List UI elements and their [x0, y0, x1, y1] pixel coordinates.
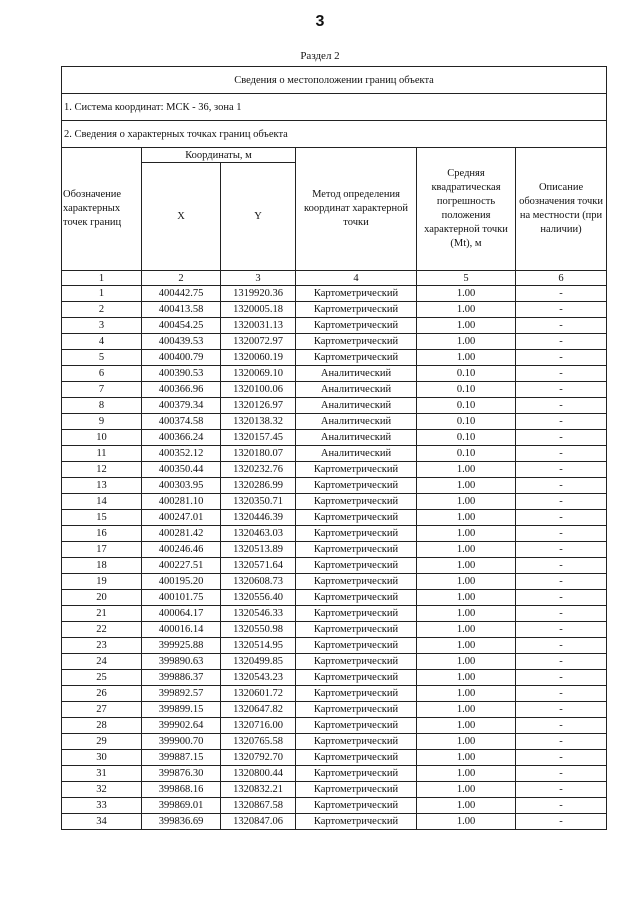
description-cell: -	[516, 766, 607, 782]
error-cell: 1.00	[417, 574, 516, 590]
y-coord-cell: 1320138.32	[221, 414, 296, 430]
description-cell: -	[516, 606, 607, 622]
x-coord-cell: 400352.12	[142, 446, 221, 462]
table-row	[62, 686, 607, 702]
section-label: Раздел 2	[300, 50, 340, 62]
table-row	[62, 446, 607, 462]
point-id-cell: 25	[62, 670, 142, 686]
column-number: 5	[417, 271, 516, 286]
point-id-cell: 1	[62, 286, 142, 302]
description-cell: -	[516, 638, 607, 654]
x-coord-cell: 400281.10	[142, 494, 221, 510]
x-coord-cell: 399899.15	[142, 702, 221, 718]
table-row	[62, 558, 607, 574]
y-coord-cell: 1320867.58	[221, 798, 296, 814]
method-cell: Картометрический	[296, 798, 417, 814]
x-coord-cell: 400281.42	[142, 526, 221, 542]
table-title: Сведения о местоположении границ объекта	[62, 67, 607, 94]
point-id-cell: 8	[62, 398, 142, 414]
error-cell: 1.00	[417, 510, 516, 526]
point-id-cell: 33	[62, 798, 142, 814]
description-cell: -	[516, 782, 607, 798]
error-cell: 1.00	[417, 638, 516, 654]
table-row	[62, 510, 607, 526]
y-coord-cell: 1320286.99	[221, 478, 296, 494]
method-cell: Картометрический	[296, 574, 417, 590]
method-cell: Картометрический	[296, 494, 417, 510]
y-coord-cell: 1320031.13	[221, 318, 296, 334]
point-id-cell: 12	[62, 462, 142, 478]
coord-system: 1. Система координат: МСК - 36, зона 1	[62, 94, 607, 121]
x-coord-cell: 400064.17	[142, 606, 221, 622]
table-row	[62, 350, 607, 366]
table-row	[62, 302, 607, 318]
x-coord-cell: 399836.69	[142, 814, 221, 830]
description-cell: -	[516, 510, 607, 526]
y-coord-cell: 1320350.71	[221, 494, 296, 510]
y-coord-cell: 1320005.18	[221, 302, 296, 318]
header-point: Обозначение характерных точек границ	[62, 148, 142, 271]
table-row	[62, 750, 607, 766]
y-coord-cell: 1320546.33	[221, 606, 296, 622]
method-cell: Картометрический	[296, 462, 417, 478]
y-coord-cell: 1320556.40	[221, 590, 296, 606]
description-cell: -	[516, 366, 607, 382]
method-cell: Картометрический	[296, 654, 417, 670]
boundary-points-table	[61, 66, 607, 830]
error-cell: 1.00	[417, 478, 516, 494]
method-cell: Аналитический	[296, 414, 417, 430]
y-coord-cell: 1320608.73	[221, 574, 296, 590]
table-row	[62, 606, 607, 622]
method-cell: Картометрический	[296, 766, 417, 782]
error-cell: 0.10	[417, 366, 516, 382]
point-id-cell: 26	[62, 686, 142, 702]
error-cell: 1.00	[417, 494, 516, 510]
x-coord-cell: 399925.88	[142, 638, 221, 654]
description-cell: -	[516, 590, 607, 606]
point-id-cell: 28	[62, 718, 142, 734]
description-cell: -	[516, 558, 607, 574]
point-id-cell: 18	[62, 558, 142, 574]
description-cell: -	[516, 382, 607, 398]
method-cell: Картометрический	[296, 526, 417, 542]
table-row	[62, 590, 607, 606]
method-cell: Картометрический	[296, 718, 417, 734]
description-cell: -	[516, 446, 607, 462]
x-coord-cell: 399902.64	[142, 718, 221, 734]
point-id-cell: 21	[62, 606, 142, 622]
y-coord-cell: 1319920.36	[221, 286, 296, 302]
y-coord-cell: 1320832.21	[221, 782, 296, 798]
description-cell: -	[516, 318, 607, 334]
method-cell: Аналитический	[296, 398, 417, 414]
description-cell: -	[516, 670, 607, 686]
description-cell: -	[516, 398, 607, 414]
y-coord-cell: 1320601.72	[221, 686, 296, 702]
points-heading-row	[62, 121, 607, 148]
x-coord-cell: 400439.53	[142, 334, 221, 350]
error-cell: 1.00	[417, 798, 516, 814]
description-cell: -	[516, 286, 607, 302]
point-id-cell: 16	[62, 526, 142, 542]
x-coord-cell: 399886.37	[142, 670, 221, 686]
y-coord-cell: 1320792.70	[221, 750, 296, 766]
table-row	[62, 542, 607, 558]
point-id-cell: 4	[62, 334, 142, 350]
description-cell: -	[516, 350, 607, 366]
x-coord-cell: 400454.25	[142, 318, 221, 334]
x-coord-cell: 400101.75	[142, 590, 221, 606]
point-id-cell: 6	[62, 366, 142, 382]
table-row	[62, 638, 607, 654]
table-row	[62, 670, 607, 686]
x-coord-cell: 400379.34	[142, 398, 221, 414]
error-cell: 1.00	[417, 702, 516, 718]
table-title-row	[62, 67, 607, 94]
point-id-cell: 34	[62, 814, 142, 830]
x-coord-cell: 399892.57	[142, 686, 221, 702]
point-id-cell: 10	[62, 430, 142, 446]
error-cell: 1.00	[417, 766, 516, 782]
header-x: X	[142, 163, 221, 271]
error-cell: 0.10	[417, 430, 516, 446]
method-cell: Картометрический	[296, 622, 417, 638]
point-id-cell: 23	[62, 638, 142, 654]
point-id-cell: 31	[62, 766, 142, 782]
x-coord-cell: 399887.15	[142, 750, 221, 766]
table-row	[62, 798, 607, 814]
point-id-cell: 14	[62, 494, 142, 510]
description-cell: -	[516, 750, 607, 766]
method-cell: Аналитический	[296, 366, 417, 382]
y-coord-cell: 1320069.10	[221, 366, 296, 382]
description-cell: -	[516, 478, 607, 494]
table-row	[62, 574, 607, 590]
error-cell: 1.00	[417, 718, 516, 734]
error-cell: 1.00	[417, 814, 516, 830]
table-row	[62, 494, 607, 510]
method-cell: Картометрический	[296, 750, 417, 766]
y-coord-cell: 1320180.07	[221, 446, 296, 462]
table-row	[62, 782, 607, 798]
x-coord-cell: 400413.58	[142, 302, 221, 318]
y-coord-cell: 1320499.85	[221, 654, 296, 670]
y-coord-cell: 1320716.00	[221, 718, 296, 734]
header-description: Описание обозначения точки на местности (при наличии)	[516, 148, 607, 271]
y-coord-cell: 1320765.58	[221, 734, 296, 750]
method-cell: Картометрический	[296, 606, 417, 622]
description-cell: -	[516, 494, 607, 510]
error-cell: 1.00	[417, 654, 516, 670]
error-cell: 1.00	[417, 750, 516, 766]
description-cell: -	[516, 302, 607, 318]
method-cell: Картометрический	[296, 814, 417, 830]
description-cell: -	[516, 686, 607, 702]
y-coord-cell: 1320463.03	[221, 526, 296, 542]
x-coord-cell: 400366.96	[142, 382, 221, 398]
method-cell: Картометрический	[296, 510, 417, 526]
table-row	[62, 526, 607, 542]
method-cell: Картометрический	[296, 670, 417, 686]
description-cell: -	[516, 622, 607, 638]
error-cell: 1.00	[417, 462, 516, 478]
table-row	[62, 430, 607, 446]
error-cell: 0.10	[417, 446, 516, 462]
method-cell: Картометрический	[296, 286, 417, 302]
header-coords: Координаты, м	[142, 148, 296, 163]
table-row	[62, 622, 607, 638]
header-y: Y	[221, 163, 296, 271]
description-cell: -	[516, 798, 607, 814]
method-cell: Картометрический	[296, 638, 417, 654]
point-id-cell: 20	[62, 590, 142, 606]
point-id-cell: 2	[62, 302, 142, 318]
table-row	[62, 462, 607, 478]
description-cell: -	[516, 526, 607, 542]
table-row	[62, 478, 607, 494]
error-cell: 1.00	[417, 318, 516, 334]
method-cell: Картометрический	[296, 302, 417, 318]
table-row	[62, 766, 607, 782]
y-coord-cell: 1320072.97	[221, 334, 296, 350]
point-id-cell: 30	[62, 750, 142, 766]
x-coord-cell: 399869.01	[142, 798, 221, 814]
point-id-cell: 13	[62, 478, 142, 494]
method-cell: Картометрический	[296, 350, 417, 366]
error-cell: 1.00	[417, 542, 516, 558]
x-coord-cell: 400366.24	[142, 430, 221, 446]
points-heading: 2. Сведения о характерных точках границ объекта	[62, 121, 607, 148]
point-id-cell: 19	[62, 574, 142, 590]
table-row	[62, 318, 607, 334]
x-coord-cell: 400227.51	[142, 558, 221, 574]
y-coord-cell: 1320513.89	[221, 542, 296, 558]
y-coord-cell: 1320100.06	[221, 382, 296, 398]
point-id-cell: 3	[62, 318, 142, 334]
error-cell: 1.00	[417, 782, 516, 798]
table-row	[62, 286, 607, 302]
x-coord-cell: 400390.53	[142, 366, 221, 382]
method-cell: Картометрический	[296, 782, 417, 798]
error-cell: 1.00	[417, 334, 516, 350]
x-coord-cell: 399900.70	[142, 734, 221, 750]
method-cell: Картометрический	[296, 542, 417, 558]
x-coord-cell: 400195.20	[142, 574, 221, 590]
header-error: Средняя квадратическая погрешность положения характерной точки (Mt), м	[417, 148, 516, 271]
table-row	[62, 814, 607, 830]
description-cell: -	[516, 814, 607, 830]
column-number: 2	[142, 271, 221, 286]
error-cell: 1.00	[417, 590, 516, 606]
point-id-cell: 11	[62, 446, 142, 462]
table-row	[62, 734, 607, 750]
method-cell: Картометрический	[296, 558, 417, 574]
method-cell: Картометрический	[296, 334, 417, 350]
point-id-cell: 24	[62, 654, 142, 670]
x-coord-cell: 400442.75	[142, 286, 221, 302]
error-cell: 1.00	[417, 670, 516, 686]
description-cell: -	[516, 718, 607, 734]
point-id-cell: 7	[62, 382, 142, 398]
table-row	[62, 366, 607, 382]
column-number: 4	[296, 271, 417, 286]
x-coord-cell: 399890.63	[142, 654, 221, 670]
y-coord-cell: 1320232.76	[221, 462, 296, 478]
x-coord-cell: 399868.16	[142, 782, 221, 798]
table-row	[62, 414, 607, 430]
y-coord-cell: 1320157.45	[221, 430, 296, 446]
description-cell: -	[516, 734, 607, 750]
error-cell: 1.00	[417, 734, 516, 750]
error-cell: 0.10	[417, 414, 516, 430]
error-cell: 1.00	[417, 558, 516, 574]
table-row	[62, 718, 607, 734]
error-cell: 1.00	[417, 302, 516, 318]
table-row	[62, 382, 607, 398]
method-cell: Картометрический	[296, 734, 417, 750]
y-coord-cell: 1320514.95	[221, 638, 296, 654]
point-id-cell: 32	[62, 782, 142, 798]
description-cell: -	[516, 542, 607, 558]
error-cell: 1.00	[417, 622, 516, 638]
point-id-cell: 29	[62, 734, 142, 750]
description-cell: -	[516, 414, 607, 430]
x-coord-cell: 400400.79	[142, 350, 221, 366]
y-coord-cell: 1320800.44	[221, 766, 296, 782]
point-id-cell: 9	[62, 414, 142, 430]
table-body	[62, 286, 607, 830]
table-row	[62, 654, 607, 670]
error-cell: 1.00	[417, 286, 516, 302]
column-number: 6	[516, 271, 607, 286]
method-cell: Картометрический	[296, 590, 417, 606]
method-cell: Картометрический	[296, 318, 417, 334]
y-coord-cell: 1320446.39	[221, 510, 296, 526]
y-coord-cell: 1320571.64	[221, 558, 296, 574]
method-cell: Аналитический	[296, 382, 417, 398]
description-cell: -	[516, 702, 607, 718]
y-coord-cell: 1320647.82	[221, 702, 296, 718]
x-coord-cell: 399876.30	[142, 766, 221, 782]
point-id-cell: 5	[62, 350, 142, 366]
x-coord-cell: 400303.95	[142, 478, 221, 494]
x-coord-cell: 400247.01	[142, 510, 221, 526]
method-cell: Аналитический	[296, 446, 417, 462]
y-coord-cell: 1320550.98	[221, 622, 296, 638]
error-cell: 1.00	[417, 686, 516, 702]
header-row-top	[62, 148, 607, 163]
description-cell: -	[516, 430, 607, 446]
description-cell: -	[516, 654, 607, 670]
y-coord-cell: 1320126.97	[221, 398, 296, 414]
point-id-cell: 15	[62, 510, 142, 526]
description-cell: -	[516, 334, 607, 350]
point-id-cell: 17	[62, 542, 142, 558]
error-cell: 0.10	[417, 382, 516, 398]
column-number: 1	[62, 271, 142, 286]
error-cell: 1.00	[417, 606, 516, 622]
x-coord-cell: 400374.58	[142, 414, 221, 430]
table-row	[62, 334, 607, 350]
table-row	[62, 398, 607, 414]
x-coord-cell: 400016.14	[142, 622, 221, 638]
error-cell: 1.00	[417, 526, 516, 542]
column-number: 3	[221, 271, 296, 286]
x-coord-cell: 400350.44	[142, 462, 221, 478]
error-cell: 0.10	[417, 398, 516, 414]
method-cell: Картометрический	[296, 686, 417, 702]
header-method: Метод определения координат характерной точки	[296, 148, 417, 271]
x-coord-cell: 400246.46	[142, 542, 221, 558]
method-cell: Аналитический	[296, 430, 417, 446]
page-number: 3	[315, 13, 325, 30]
column-number-row	[62, 271, 607, 286]
y-coord-cell: 1320060.19	[221, 350, 296, 366]
table-row	[62, 702, 607, 718]
description-cell: -	[516, 462, 607, 478]
y-coord-cell: 1320543.23	[221, 670, 296, 686]
point-id-cell: 22	[62, 622, 142, 638]
point-id-cell: 27	[62, 702, 142, 718]
method-cell: Картометрический	[296, 702, 417, 718]
method-cell: Картометрический	[296, 478, 417, 494]
error-cell: 1.00	[417, 350, 516, 366]
description-cell: -	[516, 574, 607, 590]
y-coord-cell: 1320847.06	[221, 814, 296, 830]
coord-system-row	[62, 94, 607, 121]
